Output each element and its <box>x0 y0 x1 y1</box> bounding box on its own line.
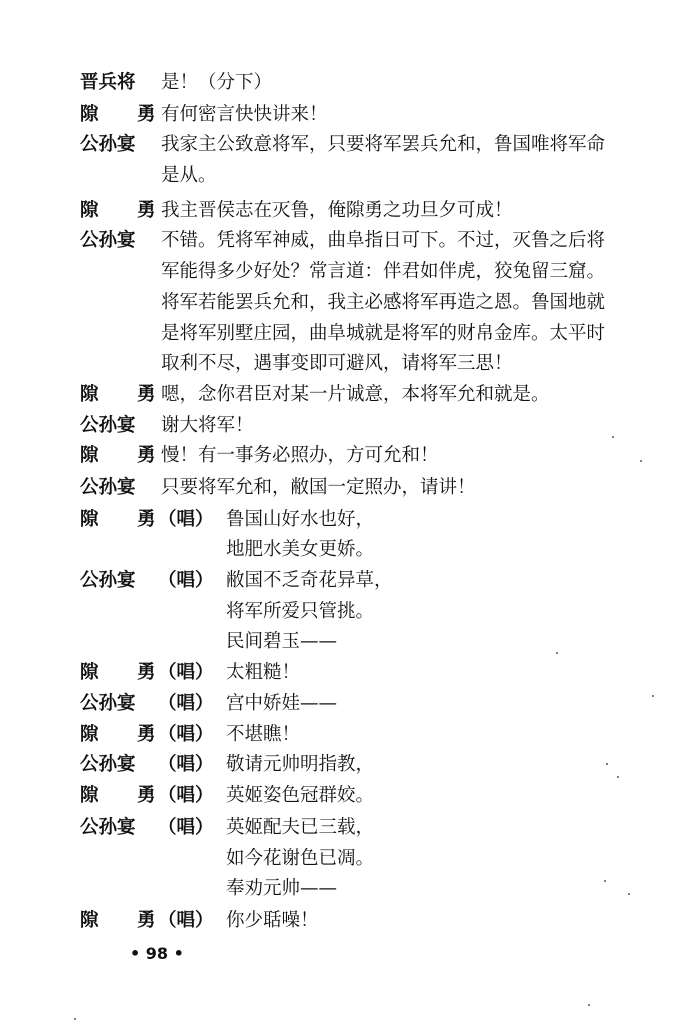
scan-speck <box>604 880 606 882</box>
dialogue-text: 是！（分下） <box>161 72 273 93</box>
script-line <box>0 161 690 191</box>
scan-speck <box>556 652 558 654</box>
stage-cue: （唱） <box>158 509 214 530</box>
dialogue-text: 民间碧玉—— <box>226 631 338 652</box>
script-line <box>0 597 690 627</box>
dialogue-text: 慢！有一事务必照办，方可允和！ <box>161 445 439 466</box>
script-line <box>0 226 690 256</box>
script-line <box>0 380 690 410</box>
dialogue-text: 鲁国山好水也好， <box>226 509 375 530</box>
speaker-name: 公孙宴 <box>80 693 136 714</box>
speaker-name: 晋兵将 <box>80 72 136 93</box>
speaker-name: 隙 勇 <box>80 384 172 405</box>
dialogue-text: 地肥水美女更娇。 <box>226 539 375 560</box>
dialogue-text: 不错。凭将军神威，曲阜指日可下。不过，灭鲁之后将 <box>161 230 606 251</box>
script-line <box>0 535 690 565</box>
scan-speck <box>606 763 608 765</box>
stage-cue: （唱） <box>158 785 214 806</box>
speaker-name: 隙 勇 <box>80 509 172 530</box>
dialogue-text: 敝国不乏奇花异草， <box>226 570 393 591</box>
dialogue-text: 有何密言快快讲来！ <box>161 104 328 125</box>
speaker-name: 隙 勇 <box>80 445 172 466</box>
script-line <box>0 906 690 936</box>
script-line <box>0 319 690 349</box>
speaker-name: 隙 勇 <box>80 662 172 683</box>
dialogue-text: 谢大将军！ <box>161 415 254 436</box>
speaker-name: 公孙宴 <box>80 570 136 591</box>
script-line <box>0 196 690 226</box>
dialogue-text: 将军若能罢兵允和，我主必感将军再造之恩。鲁国地就 <box>161 292 606 313</box>
scan-speck <box>74 1018 76 1020</box>
dialogue-text: 英姬姿色冠群姣。 <box>226 785 375 806</box>
dialogue-text: 是将军别墅庄园，曲阜城就是将军的财帛金库。太平时 <box>161 323 606 344</box>
speaker-name: 隙 勇 <box>80 200 172 221</box>
script-line <box>0 473 690 503</box>
stage-cue: （唱） <box>158 754 214 775</box>
script-line <box>0 100 690 130</box>
dialogue-text: 英姬配夫已三载， <box>226 817 375 838</box>
script-line <box>0 505 690 535</box>
dialogue-text: 将军所爱只管挑。 <box>226 601 375 622</box>
dialogue-text: 你少聒噪！ <box>226 910 319 931</box>
script-line <box>0 844 690 874</box>
script-line <box>0 566 690 596</box>
speaker-name: 隙 勇 <box>80 104 172 125</box>
stage-cue: （唱） <box>158 724 214 745</box>
script-line <box>0 689 690 719</box>
dialogue-text: 敬请元帅明指教， <box>226 754 375 775</box>
scan-speck <box>640 460 642 462</box>
dialogue-text: 我主晋侯志在灭鲁，俺隙勇之功旦夕可成！ <box>161 200 513 221</box>
dialogue-text: 是从。 <box>161 165 217 186</box>
dialogue-text: 宫中娇娃—— <box>226 693 338 714</box>
scan-speck <box>588 1004 590 1006</box>
dialogue-text: 军能得多少好处？常言道：伴君如伴虎，狡兔留三窟。 <box>161 261 606 282</box>
scan-speck <box>628 893 630 895</box>
stage-cue: （唱） <box>158 693 214 714</box>
script-line <box>0 288 690 318</box>
speaker-name: 隙 勇 <box>80 724 172 745</box>
stage-cue: （唱） <box>158 817 214 838</box>
dialogue-text: 只要将军允和，敝国一定照办，请讲！ <box>161 477 476 498</box>
speaker-name: 公孙宴 <box>80 477 136 498</box>
speaker-name: 隙 勇 <box>80 910 172 931</box>
script-line <box>0 627 690 657</box>
script-line <box>0 257 690 287</box>
script-line <box>0 349 690 379</box>
script-line <box>0 658 690 688</box>
dialogue-text: 嗯，念你君臣对某一片诚意，本将军允和就是。 <box>161 384 550 405</box>
stage-cue: （唱） <box>158 570 214 591</box>
stage-cue: （唱） <box>158 910 214 931</box>
speaker-name: 公孙宴 <box>80 754 136 775</box>
stage-cue: （唱） <box>158 662 214 683</box>
dialogue-text: 我家主公致意将军，只要将军罢兵允和，鲁国唯将军命 <box>161 134 606 155</box>
dialogue-text: 取利不尽，遇事变即可避风，请将军三思！ <box>161 353 513 374</box>
script-line <box>0 130 690 160</box>
scan-speck <box>652 695 654 697</box>
script-line <box>0 874 690 904</box>
script-line <box>0 411 690 441</box>
script-line <box>0 813 690 843</box>
page-number: • 98 • <box>130 944 184 963</box>
speaker-name: 公孙宴 <box>80 817 136 838</box>
script-line <box>0 68 690 98</box>
dialogue-text: 奉劝元帅—— <box>226 878 338 899</box>
dialogue-text: 不堪瞧！ <box>226 724 301 745</box>
speaker-name: 公孙宴 <box>80 134 136 155</box>
scan-speck <box>612 436 614 438</box>
script-line <box>0 781 690 811</box>
speaker-name: 隙 勇 <box>80 785 172 806</box>
speaker-name: 公孙宴 <box>80 230 136 251</box>
script-line <box>0 441 690 471</box>
speaker-name: 公孙宴 <box>80 415 136 436</box>
script-line <box>0 720 690 750</box>
dialogue-text: 如今花谢色已凋。 <box>226 848 375 869</box>
dialogue-text: 太粗糙！ <box>226 662 301 683</box>
script-line <box>0 750 690 780</box>
scan-speck <box>617 776 619 778</box>
